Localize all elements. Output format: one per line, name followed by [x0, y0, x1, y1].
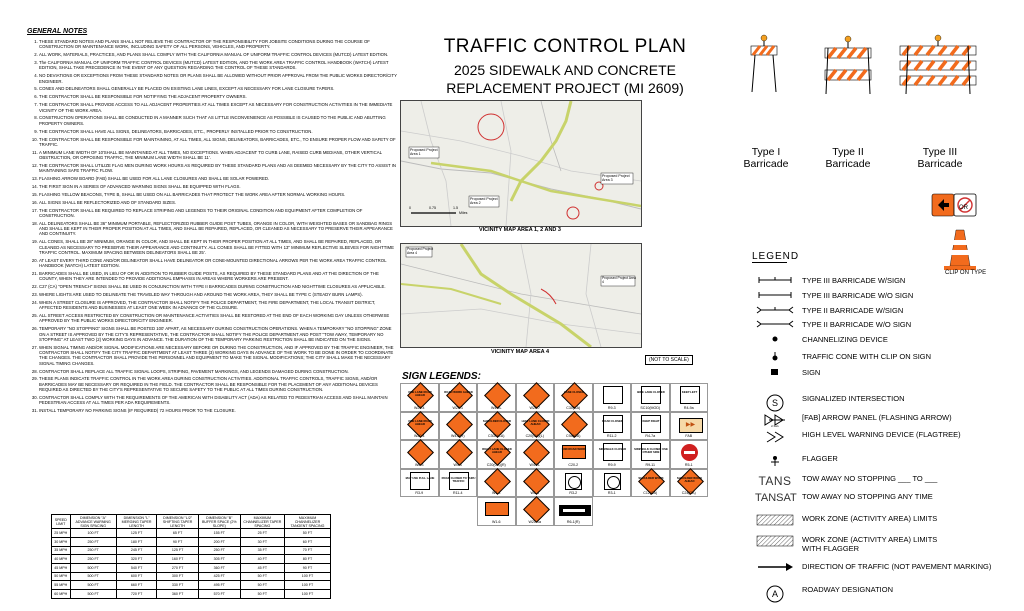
table-cell: 330 FT — [157, 581, 198, 590]
legend-item-label: WORK ZONE (ACTIVITY AREA) LIMITS WITH FLAGGER — [802, 535, 938, 553]
general-note-item: 10. THE CONTRACTOR SHALL BE RESPONSIBLE FOR MAINTAINING, AT ALL TIMES, ALL SIGNS, DELINEATORS, BARRICADES, ETC., TO ENSURE PROPER FLOW AND SAFETY OF TRAFFIC. — [39, 137, 397, 148]
general-note-item: 22. C27 (CA) "OPEN TRENCH" SIGNS SHALL BE USED IN CONJUNCTION WITH TYPE II BARRICADES DURING CONSTRUCTION AND NIGHTTIME CLOSURES AS APPLICABLE. — [39, 284, 397, 289]
general-note-item: 5. CONES AND DELINEATORS SHALL GENERALLY BE PLACED ON EXISTING LANE LINES, EXCEPT AS NECESSARY FOR LANE CLOSURE TAPERS. — [39, 86, 397, 91]
vicinity-map-2-caption: VICINITY MAP AREA 4 — [490, 349, 550, 355]
do-not-enter-icon — [681, 444, 698, 461]
legend-item-label: ROADWAY DESIGNATION — [802, 585, 893, 594]
legend-symbol-icon — [755, 368, 795, 378]
barricades-drawing — [748, 30, 998, 140]
legend-symbol-icon — [755, 291, 795, 301]
general-note-item: 4. NO DEVIATIONS OR EXCEPTIONS FROM THESE STANDARD NOTES OR PLANS SHALL BE ALLOWED WITHOUT PRIOR APPROVAL FROM THE PUBLIC WORKS DIRECTOR/CITY ENGINEER. — [39, 73, 397, 84]
sign-code: R3-9 — [415, 491, 424, 495]
table-cell: 60 MPH — [52, 590, 71, 599]
general-note-item: 26. TEMPORARY "NO STOPPING" SIGNS SHALL BE POSTED 100' APART, AS NECESSARY DURING CONSTRUCTION OPERATIONS. WHEN A TEMPORARY "NO STOPPING" ZONE ON A STREET IS APPROVED BY THE CITY'S REPRESENTATIVE, THE CONTRACTOR SHALL NOTIFY THE POLICE DEPARTMENT AND POST "TOW AWAY, TEMPORARY NO STOPPING" AT LEAST TWO (2) WORKING DAYS IN ADVANCE. THE DURATION OF THE TEMPORARY PARKING RESTRICTION SHALL BE INDICATED ON THE SIGNS. — [39, 326, 397, 342]
table-cell: 200 FT — [198, 537, 240, 546]
area-4-label-b: Proposed Project Area 4 — [602, 276, 636, 284]
general-note-item: 15. FLASHING YELLOW BEACONS, TYPE B, SHALL BE USED ON ALL BARRICADES THAT PROTECT THE WORK AREA AFTER NORMAL WORKING HOURS. — [39, 192, 397, 197]
table-header-cell: DIMENSION "L/2" SHIFTING TAPER LENGTH — [157, 515, 198, 529]
regulatory-sign-icon — [641, 415, 661, 433]
general-note-item: 29. THESE PLANS INDICATE TRAFFIC CONTROL IN THE WORK AREA DURING CONSTRUCTION ACTIVITIES. ADDITIONAL TRAFFIC CONTROLS, TRAFFIC SIGNS, AND/OR BARRICADES MAY BE NECESSARY OR REQUIRED IN THE FIELD. THE CONTRACTOR SHALL BE RESPONSIBLE FOR THE PLACEMENT OF ANY ADDITIONAL DEVICES REQUIRED AS DIRECTED BY THE CITY'S REPRESENTATIVE TO SECURE SAFETY TO THE PUBLIC AT ALL TIMES DURING CONSTRUCTION. — [39, 376, 397, 392]
table-cell: 500 FT — [70, 572, 116, 581]
general-notes-list — [27, 39, 397, 413]
general-notes — [27, 28, 397, 508]
sign-text: MAY USE FULL LANE — [405, 475, 435, 480]
sign-text: BIKE LANE CLOSED — [637, 390, 665, 394]
svg-text:FAB: FAB — [771, 424, 779, 427]
sign-text: ONE LANE ROAD AHEAD — [408, 390, 432, 398]
speed-spacing-table — [51, 514, 331, 599]
regulatory-sign-icon — [410, 472, 430, 490]
table-cell: 270 FT — [157, 563, 198, 572]
legend-item-label: HIGH LEVEL WARNING DEVICE (FLAGTREE) — [802, 430, 961, 439]
type-2-barricade-icon — [825, 36, 871, 94]
general-note-item: 19. ALL CONES, SHALL BE 28" MINIMUM, ORANGE IN COLOR, AND SHALL BE KEPT IN THEIR PROPER POSITION AT ALL TIMES, AND SHALL BE REPAIRED, REPLACED, OR CLEANED AS NECESSARY TO PRESERVE THEIR APPEARANCE AND CONTINUITY. ALL CONES SHALL BE FITTED WITH 13" MINIMUM REFLECTIVE SLEEVES FOR NIGHTTIME TRAFFIC CONTROL. MAXIMUM SPACING BETWEEN DELINEATORS SHALL BE 25'. — [39, 239, 397, 255]
legend-item-label: [FAB] ARROW PANEL (FLASHING ARROW) — [802, 413, 952, 422]
sign-legend-cell — [516, 412, 555, 441]
table-cell: 495 FT — [198, 581, 240, 590]
table-cell: 45 FT — [240, 563, 284, 572]
sign-code: C20(CA)(L) — [525, 434, 544, 438]
general-note-item: 16. ALL SIGNS SHALL BE REFLECTORIZED AND OF STANDARD SIZES. — [39, 200, 397, 205]
legend-symbol-icon: TANSAT — [755, 492, 797, 504]
plan-title-block — [405, 36, 725, 96]
general-note-item: 27. WHEN SIGNAL TIMING AND/OR SIGNAL MODIFICATIONS ARE NECESSARY BEFORE OR DURING THE CONSTRUCTION, AND IF APPROVED BY THE TRAFFIC ENGINEER, THE CONTRACTOR SHALL NOTIFY THE CITY TRAFFIC DEPARTMENT AT LEAST THREE (3) WORKING DAYS IN ADVANCE OF THE WORK TO BE DONE IN ORDER TO COORDINATE THE CHANGES. THE CONTRACTOR SHALL PROVIDE THE PERSONNEL AND EQUIPMENT TO MAKE THE SIGNAL MODIFICATIONS; THE CITY SHALL MAKE THE NECESSARY SIGNAL TIMING CHANGES. — [39, 345, 397, 366]
table-cell: 320 FT — [116, 555, 157, 564]
legend-symbol-icon — [755, 352, 795, 364]
sign-legend-cell — [670, 469, 709, 498]
sign-code: C20-2 — [568, 462, 579, 467]
sign-code: C9A(CA) — [566, 434, 581, 438]
sign-legend-cell — [477, 440, 516, 469]
table-cell: 70 FT — [285, 546, 331, 555]
legend-item-label: CHANNELIZING DEVICE — [802, 335, 888, 344]
sign-legend-cell — [477, 383, 516, 412]
plan-title: TRAFFIC CONTROL PLAN — [443, 36, 687, 57]
general-note-item: 20. AT LEAST EVERY THIRD CONE AND/OR DELINEATOR SHALL HAVE DELINEATOR OR CONE-MOUNTED DIRECTIONAL ARROWS PER THE WORK AREA TRAFFIC CONTROL HANDBOOK (WATCH) LATEST EDITION. — [39, 258, 397, 269]
legend-heading: LEGEND — [752, 251, 800, 262]
legend-item-label: TYPE II BARRICADE W/O SIGN — [802, 320, 912, 329]
sign-legend-cell — [400, 383, 439, 412]
sign-legend-cell — [593, 412, 632, 441]
sign-legend-cell — [670, 412, 709, 441]
table-row — [52, 581, 331, 590]
table-cell: 570 FT — [198, 590, 240, 599]
sign-legend-cell — [439, 383, 478, 412]
table-cell: 50 FT — [240, 572, 284, 581]
scale-mid: 0.75 — [429, 206, 436, 210]
sign-legend-cell — [477, 497, 516, 526]
legend-item-label: WORK ZONE (ACTIVITY AREA) LIMITS — [802, 514, 938, 523]
general-note-item: 3. The CALIFORNIA MANUAL OF UNIFORM TRAFFIC CONTROL DEVICES (MUTCD) LATEST EDITION, AND THE WORK AREA TRAFFIC CONTROL HANDBOOK (WATCH) LATEST EDITION, SHALL TAKE PRECEDENCE IN THE EVENT OF ANY QUESTION REGARDING THE CONTROL OF THESE STANDARDS. — [39, 60, 397, 71]
sign-code: R4-7a — [645, 434, 656, 438]
table-cell: 125 FT — [116, 529, 157, 538]
table-cell: 360 FT — [198, 563, 240, 572]
sign-code: W4-2L — [529, 462, 541, 467]
vicinity-map-2-drawing — [401, 244, 641, 347]
sign-code: W4-2L — [490, 405, 502, 410]
table-cell: 25 FT — [240, 529, 284, 538]
table-cell: 35 MPH — [52, 546, 71, 555]
plan-subtitle-line2: REPLACEMENT PROJECT (MI 2609) — [446, 80, 684, 96]
table-cell: 90 FT — [157, 537, 198, 546]
table-cell: 360 FT — [157, 590, 198, 599]
general-note-item: 2. ALL WORK, MATERIALS, PRACTICES, AND PLANS SHALL COMPLY WITH THE CALIFORNIA MANUAL OF UNIFORM TRAFFIC CONTROL DEVICES (MUTCD) LATEST EDITION. — [39, 52, 397, 57]
general-note-item: 1. THESE STANDARD NOTES AND PLANS SHALL NOT RELIEVE THE CONTRACTOR OF THE RESPONSIBILITY FOR JOBSITE CONDITIONS DURING THE COURSE OF CONSTRUCTION OR MAINTENANCE WORK, INCLUDING SAFETY OF ALL PERSONS, VEHICLES, AND PROPERTY. — [39, 39, 397, 50]
legend-symbol-icon — [755, 306, 795, 316]
general-note-item: 17. THE CONTRACTOR SHALL BE REQUIRED TO REPLACE STRIPING AND LEGENDS TO THEIR ORIGINAL CONDITION AND EQUIPMENT AFTER COMPLETION OF CONSTRUCTION. — [39, 208, 397, 219]
legend-symbol-icon — [755, 535, 795, 549]
area-3-label: Proposed Project Area 3 — [602, 174, 630, 182]
sign-legend-cell — [593, 440, 632, 469]
general-note-item: 31. INSTALL TEMPORARY NO PARKING SIGNS (IF REQUIRED) 72 HOURS PRIOR TO THE CLOSURE. — [39, 408, 397, 413]
table-header-cell: DIMENSION "L" MERGING TAPER LENGTH — [116, 515, 157, 529]
sign-code: C30(CA) — [566, 405, 581, 410]
general-note-item: 23. WHERE LIGHTS ARE USED TO DELINEATE THE TRAVELED WAY THROUGH AND AROUND THE WORK AREA, THEY SHALL BE TYPE C (STEADY BURN LAMPS). — [39, 292, 397, 297]
sign-text: SHOULDER CLOSED — [482, 418, 512, 423]
one-way-sign-icon — [559, 505, 591, 516]
table-cell: 100 FT — [285, 572, 331, 581]
sign-legend-cell — [516, 440, 555, 469]
general-note-item: 14. THE FIRST SIGN IN A SERIES OF ADVANCED WARNING SIGNS SHALL BE EQUIPPED WITH FLAGS. — [39, 184, 397, 189]
type-3-barricade-icon — [900, 35, 976, 94]
regulatory-sign-icon — [641, 386, 661, 404]
sign-legend-cell — [554, 383, 593, 412]
construction-sign-icon — [485, 502, 509, 516]
sign-code: C30A(CA) — [488, 434, 505, 438]
sign-code: R9-3 — [607, 405, 616, 410]
area-2-label: Proposed Project Area 2 — [470, 197, 498, 205]
sign-legends-heading: SIGN LEGENDS: — [402, 371, 481, 382]
sign-text: LANE CLOSED — [563, 390, 585, 394]
table-cell: 50 FT — [240, 590, 284, 599]
legend-item-label: TYPE II BARRICADE W/SIGN — [802, 306, 904, 315]
table-row — [52, 546, 331, 555]
sign-legend-cell — [400, 469, 439, 498]
sign-legend-cell — [631, 412, 670, 441]
clip-on-type-label: CLIP ON TYPE — [945, 270, 987, 276]
sign-code: W20-1 — [452, 405, 464, 410]
table-cell: 500 FT — [70, 590, 116, 599]
legend-symbol-icon — [755, 562, 795, 574]
table-cell: 25 MPH — [52, 529, 71, 538]
table-cell: 245 FT — [116, 546, 157, 555]
scale-unit: Miles — [459, 211, 468, 215]
general-note-item: 6. THE CONTRACTOR SHALL BE RESPONSIBLE FOR NOTIFYING THE ADJACENT PROPERTY OWNERS. — [39, 94, 397, 99]
table-cell: 65 FT — [157, 529, 198, 538]
prohibition-sign-icon — [565, 473, 582, 490]
sign-code: R5-1 — [684, 462, 693, 467]
sign-legend-cell — [593, 383, 632, 412]
table-cell: 250 FT — [70, 546, 116, 555]
regulatory-sign-icon — [603, 386, 623, 404]
sign-text: SIDEWALK CLOSED — [598, 447, 627, 451]
legend-symbol-icon — [755, 514, 795, 528]
sign-code: R6-1(R) — [566, 519, 580, 524]
sign-legend-cell — [477, 412, 516, 441]
not-to-scale-note: (NOT TO SCALE) — [645, 355, 693, 365]
legend-symbol-icon — [755, 454, 795, 470]
table-cell: 40 FT — [240, 555, 284, 564]
sign-code: W20-7 — [529, 405, 541, 410]
table-cell: 305 FT — [198, 555, 240, 564]
sign-legend-cell — [631, 469, 670, 498]
sign-code: W4-2(R) — [450, 434, 465, 438]
sign-legend-cell — [593, 469, 632, 498]
sign-code: R9-11 — [645, 462, 656, 467]
regulatory-sign-icon — [680, 386, 700, 404]
sign-legend-cell — [670, 440, 709, 469]
general-note-item: 8. CONSTRUCTION OPERATIONS SHALL BE CONDUCTED IN A MANNER SUCH THAT AS LITTLE INCONVENIENCE AS POSSIBLE IS CAUSED TO THE PUBLIC AND ABUTTING PROPERTY OWNERS. — [39, 115, 397, 126]
table-header-cell: SPEED LIMIT — [52, 515, 71, 529]
legend-symbol-icon — [755, 413, 795, 429]
sign-code: W21-1a — [528, 519, 542, 524]
sign-code: W1-6 — [491, 519, 501, 524]
sign-code: FAB — [685, 434, 693, 438]
table-row — [52, 537, 331, 546]
sign-legend-cell — [400, 440, 439, 469]
sign-legend-cell — [477, 469, 516, 498]
table-row — [52, 529, 331, 538]
sign-code: R9-9 — [607, 462, 616, 467]
table-cell: 90 FT — [285, 563, 331, 572]
legend-item-label: SIGNALIZED INTERSECTION — [802, 394, 905, 403]
legend-symbol-icon — [755, 585, 795, 605]
table-cell: 40 MPH — [52, 555, 71, 564]
sign-legend-cell — [631, 440, 670, 469]
table-cell: 100 FT — [285, 581, 331, 590]
sign-code: W1-4 — [530, 491, 540, 495]
table-cell: 660 FT — [116, 581, 157, 590]
sign-text: KEEP RIGHT — [642, 418, 660, 423]
sign-code: SC10(MOD) — [640, 405, 661, 410]
general-note-item: 18. ALL DELINEATORS SHALL BE 36" MINIMUM PORTABLE, REFLECTORIZED RUBBER GUIDE POST TUBES, ORANGE IN COLOR, WITH WEIGHTED BASES OR SANDBAG RINGS AND SHALL BE KEPT IN THEIR PROPER POSITION AT ALL TIMES, AND SHALL BE REPAIRED, REPLACED, OR CLEANED AS NECESSARY TO PRESERVE THEIR APPEARANCE AND CONTINUITY. — [39, 221, 397, 237]
table-cell: 600 FT — [116, 572, 157, 581]
scale-end: 1.5 — [453, 206, 458, 210]
plan-subtitle-line1: 2025 SIDEWALK AND CONCRETE — [454, 62, 676, 78]
sign-legend-cell — [439, 469, 478, 498]
table-cell: 30 MPH — [52, 537, 71, 546]
table-cell: 50 MPH — [52, 572, 71, 581]
legend-symbol-icon — [755, 276, 795, 286]
sign-legend-cell — [516, 497, 555, 526]
or-label: OR — [959, 205, 968, 211]
sign-legend-cell — [554, 469, 593, 498]
sign-legend-cell — [554, 440, 593, 469]
table-cell: 50 FT — [240, 581, 284, 590]
sign-code: R11-4 — [452, 491, 463, 495]
table-cell: 35 FT — [240, 546, 284, 555]
table-cell: 160 FT — [157, 555, 198, 564]
table-cell: 500 FT — [70, 563, 116, 572]
vicinity-map-1 — [400, 100, 642, 227]
table-row — [52, 572, 331, 581]
sign-text: ROAD CLOSED TO THRU TRAFFIC — [441, 475, 476, 483]
general-note-item: 7. THE CONTRACTOR SHALL PROVIDE ACCESS TO ALL ADJACENT PROPERTIES AT ALL TIMES EXCEPT AS NECESSARY FOR CONSTRUCTION ACTIVITIES IN THE IMMEDIATE VICINITY OF THE WORK AREA. — [39, 102, 397, 113]
legend-symbol-icon: TANS — [758, 474, 792, 488]
arrow-panel-icon: ▶▶ — [679, 418, 703, 433]
table-row — [52, 555, 331, 564]
sign-code: W6-3 — [414, 462, 424, 467]
sign-code: R4-9a — [683, 405, 694, 410]
table-header-cell: DIMENSION "B" BUFFER SPACE (2% SLOPE) — [198, 515, 240, 529]
legend-symbol-icon — [755, 394, 795, 414]
legend-item-label: SIGN — [802, 368, 821, 377]
legend-item-label: TYPE III BARRICADE W/SIGN — [802, 276, 906, 285]
sign-text: SHOULDER WORK AHEAD — [676, 475, 703, 483]
sign-legend-cell — [554, 497, 593, 526]
table-header-cell: DIMENSION "A" ADVANCE WARNING SIGN SPACING — [70, 515, 116, 529]
sign-text: ROAD CLOSED — [602, 418, 623, 423]
table-cell: 60 FT — [285, 537, 331, 546]
legend-symbol-icon — [755, 430, 795, 446]
legend-item-label: TRAFFIC CONE WITH CLIP ON SIGN — [802, 352, 932, 361]
general-note-item: 30. CONTRACTOR SHALL COMPLY WITH THE REQUIREMENTS OF THE AMERICAN WITH DISABILITY ACT (ADA) AS RELATED TO PEDESTRIAN ACCESS AND SHALL MAINTAIN PEDESTRIAN ACCESS AT ALL TIMES PER ADA REQUIREMENTS. — [39, 395, 397, 406]
table-cell: 125 FT — [157, 546, 198, 555]
regulatory-sign-icon — [603, 443, 623, 461]
sign-legend-cell — [439, 440, 478, 469]
sign-code: R11-2 — [606, 434, 617, 438]
table-cell: 540 FT — [116, 563, 157, 572]
table-cell: 50 FT — [285, 529, 331, 538]
table-row — [52, 563, 331, 572]
legend-item-label: FLAGGER — [802, 454, 838, 463]
sign-text: ONE LANE ROAD AHEAD — [408, 418, 432, 426]
vicinity-map-2 — [400, 243, 642, 348]
legend-item-label: TOW AWAY NO STOPPING ANY TIME — [802, 492, 933, 501]
sign-legend-cell — [554, 412, 593, 441]
table-cell: 500 FT — [70, 581, 116, 590]
general-note-item: 12. THE CONTRACTOR SHALL UTILIZE FLAG MEN DURING WORK HOURS AS REQUIRED BY THESE STANDARD PLANS AND AS DEEMED NECESSARY BY THE CITY TO ASSIST IN MAINTAINING SAFE TRAFFIC FLOW. — [39, 163, 397, 174]
vicinity-map-1-drawing — [401, 101, 641, 226]
sign-code: W20-4 — [413, 405, 425, 410]
sign-text: ROAD WORK AHEAD — [444, 390, 473, 394]
sign-text: KEEP LEFT — [681, 390, 698, 394]
sign-legends-grid — [400, 383, 708, 525]
table-cell: 100 FT — [285, 590, 331, 599]
legend-symbol-icon — [755, 320, 795, 330]
table-cell: 300 FT — [157, 572, 198, 581]
sign-text: SHOULDER WORK — [638, 475, 664, 480]
legend-item-label: DIRECTION OF TRAFFIC (NOT PAVEMENT MARKING) — [802, 562, 992, 571]
sign-code: C12(CA) — [643, 491, 658, 495]
sign-code: R3-1 — [607, 491, 616, 495]
sign-legend-cell — [670, 383, 709, 412]
general-note-item: 24. WHEN A STREET CLOSURE IS APPROVED, THE CONTRACTOR SHALL NOTIFY THE POLICE DEPARTMENT, THE FIRE DEPARTMENT, THE LOCAL TRANSIT DISTRICT, AFFECTED RESIDENTS AND BUSINESSES AT LEAST ONE WEEK IN ADVANCE OF THE CLOSURE. — [39, 300, 397, 311]
sign-code: R3-2 — [569, 491, 578, 495]
table-cell: 100 FT — [70, 529, 116, 538]
traffic-cone-clip-on-icon — [930, 188, 990, 274]
area-1-label: Proposed Project Area 1 — [410, 148, 438, 156]
general-note-item: 13. FLASHING ARROW BOARD (FAB) SHALL BE USED FOR ALL LANE CLOSURES AND SHALL BE SOLAR POWERED. — [39, 176, 397, 181]
vicinity-map-1-caption: VICINITY MAP AREA 1, 2 AND 3 — [478, 227, 561, 233]
sign-code: W1-4 — [491, 491, 501, 495]
svg-text:A: A — [771, 589, 779, 599]
area-4-label: Proposed Project Area 4 — [407, 247, 434, 255]
legend-item-label: TYPE III BARRICADE W/O SIGN — [802, 291, 914, 300]
table-cell: 250 FT — [70, 537, 116, 546]
table-row — [52, 590, 331, 599]
sign-text: SIDEWALK CLOSED USE OTHER SIDE — [634, 447, 668, 455]
sign-code: W20-4 — [413, 434, 425, 438]
sign-legend-cell — [439, 412, 478, 441]
general-notes-heading: GENERAL NOTES — [27, 28, 88, 35]
sign-legend-cell — [516, 383, 555, 412]
svg-text:S: S — [771, 398, 779, 408]
general-note-item: 9. THE CONTRACTOR SHALL HAVE ALL SIGNS, DELINEATORS, BARRICADES, ETC., PROPERLY INSTALLED PRIOR TO CONSTRUCTION. — [39, 129, 397, 134]
table-header-cell: MAXIMUM CHANNELIZER TAPER SPACING — [240, 515, 284, 529]
legend-symbol-icon — [755, 335, 795, 345]
sign-text: LEFT LANE CLOSED AHEAD — [521, 418, 550, 426]
table-cell: 80 FT — [285, 555, 331, 564]
table-cell: 250 FT — [198, 546, 240, 555]
general-note-item: 11. A MINIMUM LANE WIDTH OF 10'SHALL BE MAINTAINED AT ALL TIMES, NO EXCEPTIONS. WHEN ADJACENT TO CURB LANE, RAISED CURB MEDIANS, OTHER VERTICAL OBSTRUCTION, OR OPPOSING TRAFFIC, THE MINIMUM LANE WIDTH SHALL BE 11'. — [39, 150, 397, 161]
sign-code: W4-1 — [453, 462, 463, 467]
regulatory-sign-icon — [603, 415, 623, 433]
table-cell: 30 FT — [240, 537, 284, 546]
scale-zero: 0 — [409, 206, 411, 210]
sign-legend-cell — [631, 383, 670, 412]
general-note-item: 25. ALL STREET ACCESS RESTRICTED BY CONSTRUCTION OR MAINTENANCE ACTIVITIES SHALL BE RESTORED AT THE END OF EACH WORKING DAY UNLESS OTHERWISE APPROVED BY THE PUBLIC WORKS DIRECTOR/CITY ENGINEER. — [39, 313, 397, 324]
sign-code: C20(CA)(R) — [486, 462, 506, 467]
legend-item-label: TOW AWAY NO STOPPING ___ TO ___ — [802, 474, 938, 483]
type-3-barricade-label: Type III Barricade — [917, 146, 963, 170]
table-cell: 180 FT — [116, 537, 157, 546]
type-1-barricade-label: Type I Barricade — [743, 146, 789, 170]
general-note-item: 28. CONTRACTOR SHALL REPLACE ALL TRAFFIC SIGNAL LOOPS, STRIPING, PAVEMENT MARKINGS, AND LEGENDS DAMAGED DURING CONSTRUCTION. — [39, 369, 397, 374]
table-cell: 250 FT — [70, 555, 116, 564]
legend-heading-underline — [752, 262, 787, 263]
sign-code: C24(CA) — [681, 491, 696, 495]
table-header-cell: MAXIMUM CHANNELIZER TANGENT SPACING — [285, 515, 331, 529]
type-2-barricade-label: Type II Barricade — [825, 146, 871, 170]
table-cell: 45 MPH — [52, 563, 71, 572]
table-cell: 425 FT — [198, 572, 240, 581]
general-note-item: 21. BARRICADES SHALL BE USED, IN LIEU OF OR IN ADDITION TO RUBBER GUIDE POSTS, AS REQUIRED BY THESE STANDARD PLANS AND AT THE DIRECTION OF THE COUNTY, WHEN THEY ARE INTENDED TO PROVIDE ADDITIONAL EMPHASIS IN AREAS WHERE WORKERS ARE PRESENT. — [39, 271, 397, 282]
table-cell: 155 FT — [198, 529, 240, 538]
sign-text: END ROAD WORK — [561, 447, 587, 451]
prohibition-sign-icon — [604, 473, 621, 490]
table-cell: 720 FT — [116, 590, 157, 599]
sign-text: RIGHT LANE CLOSED AHEAD — [482, 447, 512, 455]
table-cell: 55 MPH — [52, 581, 71, 590]
sign-legend-cell — [516, 469, 555, 498]
sign-legend-cell — [400, 412, 439, 441]
